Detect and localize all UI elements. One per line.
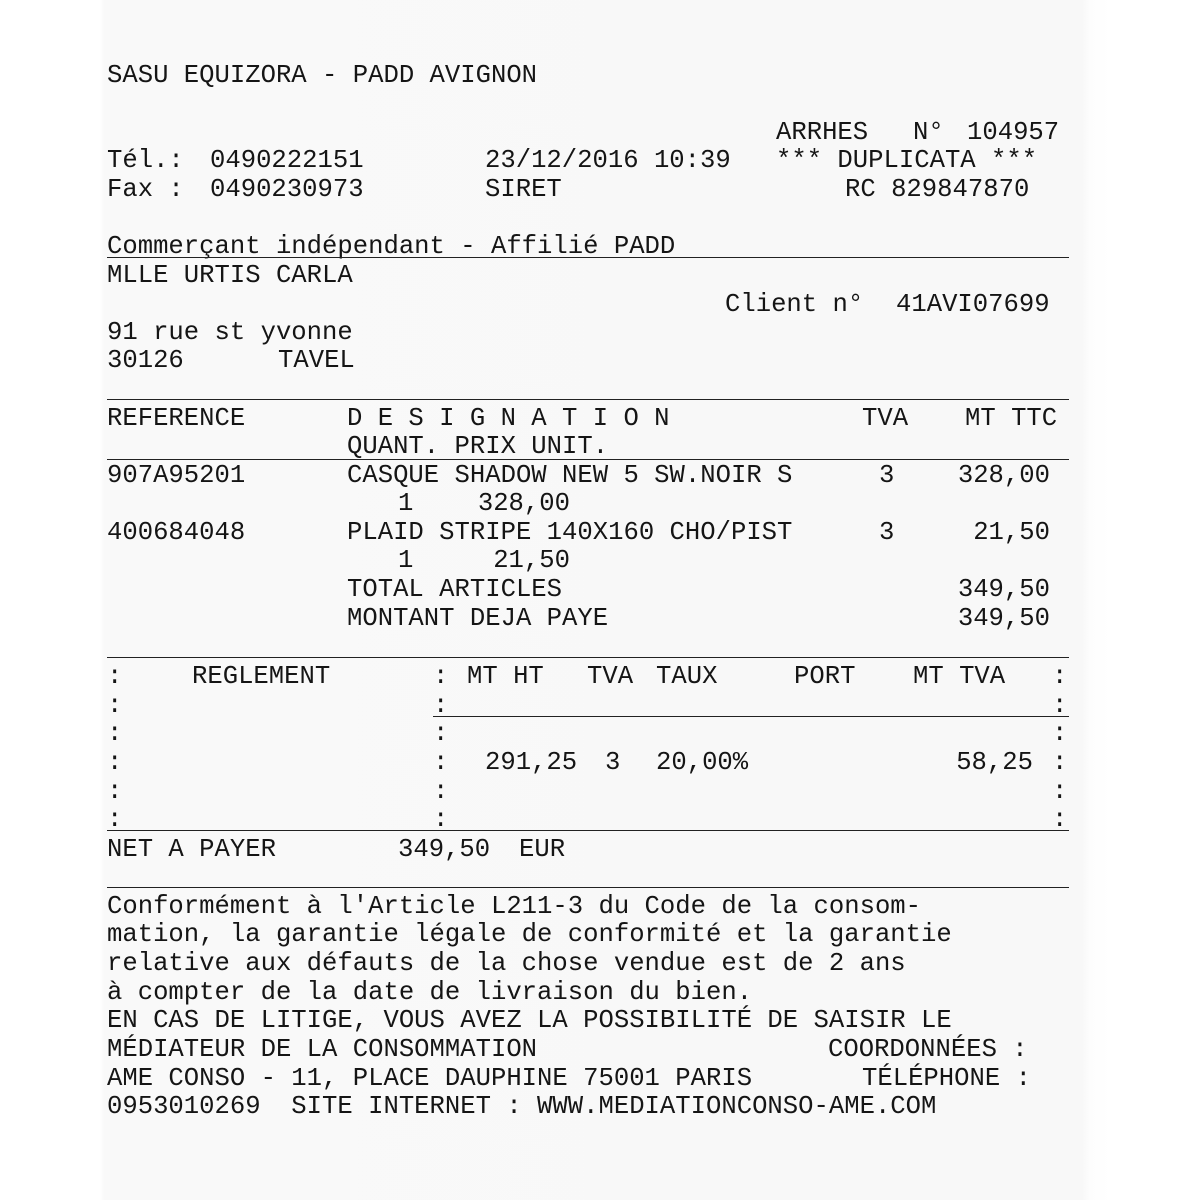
divider	[107, 399, 1069, 400]
col-header-tva: TVA	[862, 404, 909, 433]
duplicata-mark: *** DUPLICATA ***	[776, 146, 1038, 175]
item-quantity: 1	[398, 489, 414, 518]
fax-number: 0490230973	[210, 175, 364, 204]
item-unit-price: 21,50	[493, 546, 570, 575]
item-tva: 3	[879, 461, 895, 490]
divider	[107, 257, 1069, 258]
item-quantity: 1	[398, 546, 414, 575]
telephone-label: TÉLÉPHONE :	[862, 1064, 1031, 1093]
coordonnees-label: COORDONNÉES :	[828, 1035, 1028, 1064]
doc-number-label: N°	[913, 118, 944, 147]
item-mt-ttc: 21,50	[973, 518, 1050, 547]
tva-code-value: 3	[605, 748, 621, 777]
deja-paye-label: MONTANT DEJA PAYE	[347, 604, 609, 633]
total-articles-value: 349,50	[957, 575, 1050, 604]
col-header-reference: REFERENCE	[107, 404, 246, 433]
net-a-payer-amount: 349,50	[398, 835, 491, 864]
divider	[107, 830, 1069, 831]
customer-city: TAVEL	[278, 346, 355, 375]
legal-line: à compter de la date de livraison du bien.	[107, 978, 753, 1007]
receipt-paper: SASU EQUIZORA - PADD AVIGNON ARRHES N° 104957 Tél.: 0490222151 23/12/2016 10:39 *** DUPLICATA *** Fax : 0490230973 SIRET RC 829847870 Commerçant indépendant - Affilié PADD MLLE URTIS CARLA Client n° 41AVI07699 91 rue st yvonne 30126 TAVEL REFERENCE D E S I G N A T I O N TVA MT TTC QUANT. PRIX UNIT. 907A95201 CASQUE SHADOW NEW 5 SW.NOIR S 3 328,00 1 328,00 400684048 PLAID STRIPE 140X160 CHO/PIST 3 21,50 1 21,50 TOTAL ARTICLES 349,50 MONTANT DEJA PAYE 349,50 : : : : : : : : : : : : : : : : : : REGLEMENT MT HT TVA TAUX PORT MT TVA 291,25 3 20,00% 58,25 NET A PAYER 349,50 EUR Conformément à l'Article L211-3 du Code de la consom- mation, la garantie légale de conformité et la garantie relative aux défauts de la chose vendue est de 2 ans à compter de la date de livraison du bien. EN CAS DE LITIGE, VOUS AVEZ LA POSSIBILITÉ DE SAISIR LE MÉDIATEUR DE LA CONSOMMATION COORDONNÉES : AME CONSO - 11, PLACE DAUPHINE 75001 PARIS TÉLÉPHONE : 0953010269 SITE INTERNET : WWW.MEDIATIONCONSO-AME.COM	[0, 0, 1200, 1200]
client-label: Client n°	[725, 290, 864, 319]
reglement-label: REGLEMENT	[192, 662, 331, 691]
net-a-payer-label: NET A PAYER	[107, 835, 276, 864]
item-mt-ttc: 328,00	[957, 461, 1050, 490]
divider	[107, 657, 1069, 658]
port-label: PORT	[794, 662, 856, 691]
doc-number: 104957	[967, 118, 1060, 147]
rc-number: RC 829847870	[845, 175, 1030, 204]
item-designation: CASQUE SHADOW NEW 5 SW.NOIR S	[347, 461, 793, 490]
company-name: SASU EQUIZORA - PADD AVIGNON	[107, 61, 538, 90]
item-unit-price: 328,00	[477, 489, 570, 518]
col-header-quant-prix: QUANT. PRIX UNIT.	[347, 432, 609, 461]
tva-label: TVA	[587, 662, 634, 691]
mt-ht-value: 291,25	[485, 748, 578, 777]
mt-tva-value: 58,25	[956, 748, 1033, 777]
mt-ht-label: MT HT	[467, 662, 544, 691]
deja-paye-value: 349,50	[957, 604, 1050, 633]
tel-label: Tél.:	[107, 146, 184, 175]
legal-line: AME CONSO - 11, PLACE DAUPHINE 75001 PARIS	[107, 1064, 753, 1093]
merchant-status: Commerçant indépendant - Affilié PADD	[107, 232, 676, 261]
doc-type: ARRHES	[776, 118, 869, 147]
legal-line: Conformément à l'Article L211-3 du Code de la consom-	[107, 892, 922, 921]
legal-line: 0953010269 SITE INTERNET : WWW.MEDIATIONCONSO-AME.COM	[107, 1092, 937, 1121]
item-reference: 400684048	[107, 518, 246, 547]
mt-tva-label: MT TVA	[913, 662, 1006, 691]
net-a-payer-currency: EUR	[519, 835, 566, 864]
document-datetime: 23/12/2016 10:39	[485, 146, 731, 175]
siret-label: SIRET	[485, 175, 562, 204]
legal-line: MÉDIATEUR DE LA CONSOMMATION	[107, 1035, 538, 1064]
col-header-mt-ttc: MT TTC	[965, 404, 1058, 433]
fax-label: Fax :	[107, 175, 184, 204]
customer-postcode: 30126	[107, 346, 184, 375]
legal-line: EN CAS DE LITIGE, VOUS AVEZ LA POSSIBILITÉ DE SAISIR LE	[107, 1006, 952, 1035]
divider	[107, 459, 1069, 460]
customer-name: MLLE URTIS CARLA	[107, 261, 353, 290]
divider	[433, 716, 1069, 717]
col-header-designation: D E S I G N A T I O N	[347, 404, 670, 433]
total-articles-label: TOTAL ARTICLES	[347, 575, 563, 604]
divider	[107, 887, 1069, 888]
legal-line: relative aux défauts de la chose vendue est de 2 ans	[107, 949, 906, 978]
item-tva: 3	[879, 518, 895, 547]
item-designation: PLAID STRIPE 140X160 CHO/PIST	[347, 518, 793, 547]
legal-line: mation, la garantie légale de conformité et la garantie	[107, 920, 952, 949]
customer-street: 91 rue st yvonne	[107, 318, 353, 347]
taux-label: TAUX	[656, 662, 718, 691]
item-reference: 907A95201	[107, 461, 246, 490]
tel-number: 0490222151	[210, 146, 364, 175]
client-number: 41AVI07699	[896, 290, 1050, 319]
taux-value: 20,00%	[656, 748, 749, 777]
